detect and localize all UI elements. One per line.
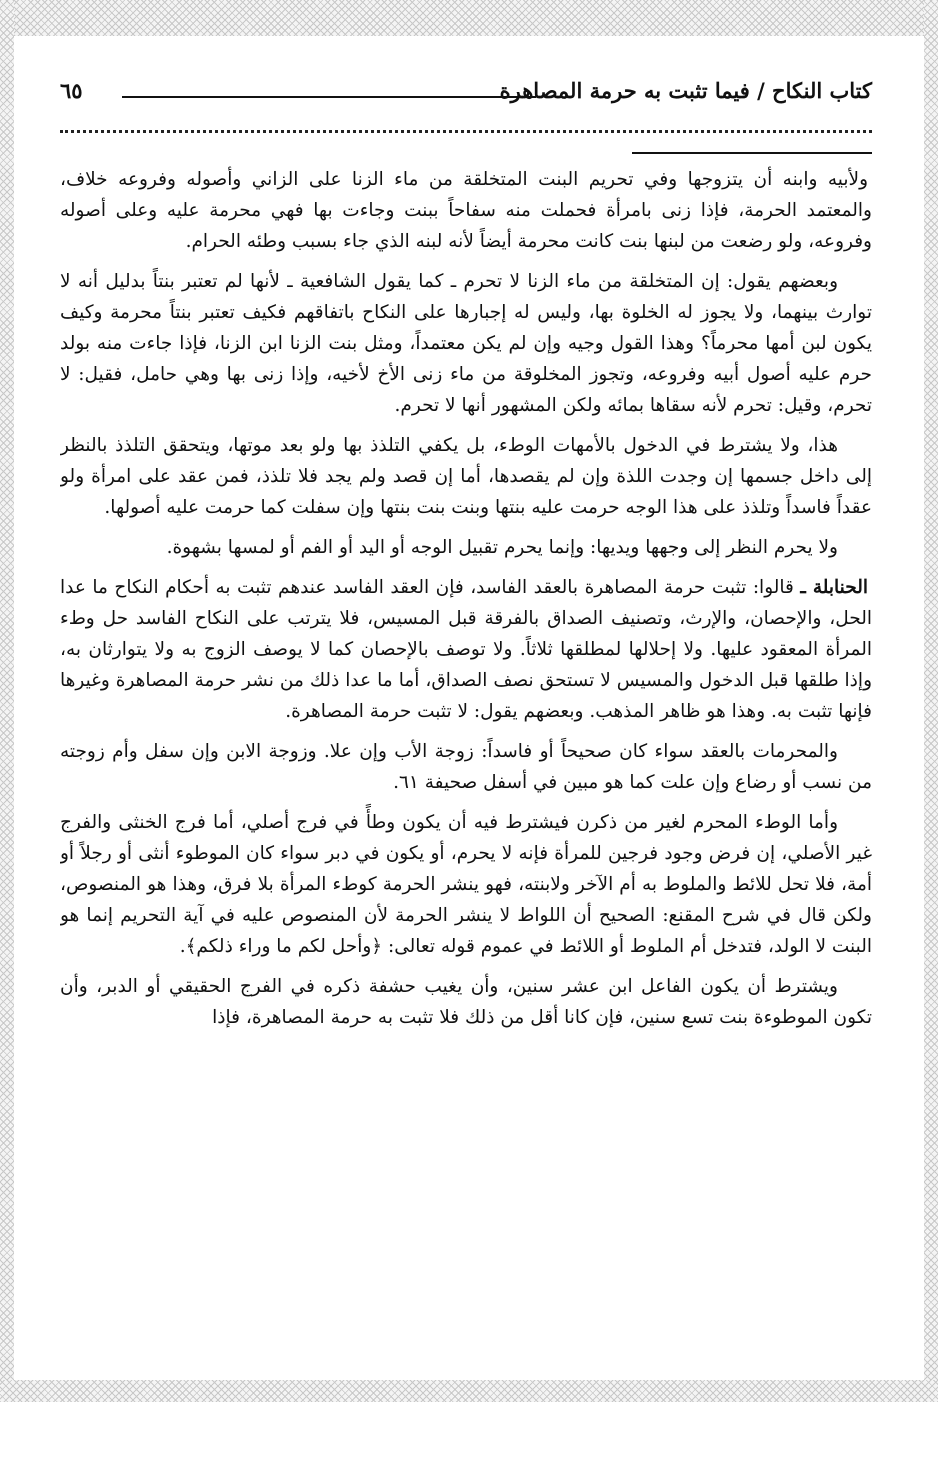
body-text xyxy=(60,164,872,1374)
paragraph: ولا يحرم النظر إلى وجهها ويديها: وإنما يحرم تقبيل الوجه أو اليد أو الفم أو لمسها بشهوة. xyxy=(166,537,838,558)
page-border-right xyxy=(924,0,938,1402)
page-border-top xyxy=(0,0,938,36)
paragraph: وأما الوطء المحرم لغير من ذكرن فيشترط فيه أن يكون وطأً في فرج أصلي، أما فرج الخنثى والفرج غير الأصلي، إن فرض وجود فرجين للمرأة فإنه لا يحرم، أو يكون في دبر سواء كان الموطوء أنثى أو رجلاً أو أمة، فلا تحل للائط والملوط به أم الآخر ولابنته، فهو ينشر الحرمة كوطء المرأة بلا فرق، وهذا هو المنصوص، ولكن قال في شرح المقنع: الصحيح أن اللواط لا ينشر الحرمة لأن المنصوص عليه في آية التحريم إنما هو البنت لا الولد، فتدخل أم الملوط أو اللائط في عموم قوله تعالى: ﴿وأحل لكم ما وراء ذلكم﴾. xyxy=(60,812,872,957)
paragraph: ويشترط أن يكون الفاعل ابن عشر سنين، وأن يغيب حشفة ذكره في الفرج الحقيقي أو الدبر، وأن تكون الموطوءة بنت تسع سنين، فإن كانا أقل من ذلك فلا تثبت به حرمة المصاهرة، فإذا xyxy=(60,976,872,1028)
page-header xyxy=(60,78,872,128)
paragraph: الحنابلة ـ قالوا: تثبت حرمة المصاهرة بالعقد الفاسد، فإن العقد الفاسد عندهم تثبت به أحكام النكاح ما عدا الحل، والإحصان، والإرث، وتصنيف الصداق بالفرقة قبل المسيس، فلا يترتب على النكاح الفاسد حل وطء المرأة المعقود عليها. ولا إحلالها لمطلقها ثلاثاً. ولا توصف بالإحصان كما لا يوصف الزوج به ولا يتوارثان به، وإذا طلقها قبل الدخول والمسيس لا تستحق نصف الصداق، أما ما عدا ذلك من نشر حرمة المصاهرة وغيرها فإنها تثبت به. وهذا هو ظاهر المذهب. وبعضهم يقول: لا تثبت حرمة المصاهرة. xyxy=(60,577,872,722)
paragraph: ولأبيه وابنه أن يتزوجها وفي تحريم البنت المتخلقة من ماء الزنا على الزاني وأصوله وفروعه خلاف، والمعتمد الحرمة، فإذا زنى بامرأة فحملت منه سفاحاً ببنت وجاءت بها فهي محرمة عليه وعلى أصوله وفروعه، ولو رضعت من لبنها بنت كانت محرمة أيضاً لأنه لبنه الذي جاء بسبب وطئه الحرام. xyxy=(60,169,872,252)
paragraph: وبعضهم يقول: إن المتخلقة من ماء الزنا لا تحرم ـ كما يقول الشافعية ـ لأنها لم تعتبر بنتاً بدليل أنه لا توارث بينهما، ولا يجوز له الخلوة بها، وليس له إجبارها على النكاح باتفاقهم فكيف تعتبر بنتاً محرمة وكيف يكون لبن أمها محرماً؟ وهذا القول وجيه وإن لم يكن معتمداً، ومثل بنت الزنا ابن الزنا، فإذا جاءت منه بولد حرم عليه أصول أبيه وفروعه، وتجوز المخلوقة من ماء زنى الأخ لأخيه، وإذا زنى بها وهي حامل، فقيل: لا تحرم، وقيل: تحرم لأنه سقاها بمائه ولكن المشهور أنها لا تحرم. xyxy=(60,271,872,416)
school-term: الحنابلة ـ xyxy=(800,577,868,598)
short-divider xyxy=(632,152,872,154)
running-title: كتاب النكاح / فيما تثبت به حرمة المصاهرة xyxy=(499,78,872,103)
page-number: ٦٥ xyxy=(60,78,83,103)
header-rule xyxy=(122,96,536,98)
page-bottom-margin xyxy=(0,1402,938,1477)
paragraph: والمحرمات بالعقد سواء كان صحيحاً أو فاسداً: زوجة الأب وإن علا. وزوجة الابن وإن سفل وأم زوجته من نسب أو رضاع وإن علت كما هو مبين في أسفل صحيفة ٦١. xyxy=(60,741,872,793)
dotted-divider xyxy=(60,130,872,133)
paragraph: هذا، ولا يشترط في الدخول بالأمهات الوطء، بل يكفي التلذذ بها ولو بعد موتها، ويتحقق التلذذ بالنظر إلى داخل جسمها إن وجدت اللذة وإن لم يقصدها، أما إن قصد ولم يجد فلا تلذذ، فمن عقد على امرأة ولو عقداً فاسداً وتلذذ على هذا الوجه حرمت عليه بنتها وبنت بنت بنتها وإن سفلت كما حرمت عليه أصولها. xyxy=(60,435,872,518)
page-border-left xyxy=(0,0,14,1402)
page-border-bottom xyxy=(0,1380,938,1402)
